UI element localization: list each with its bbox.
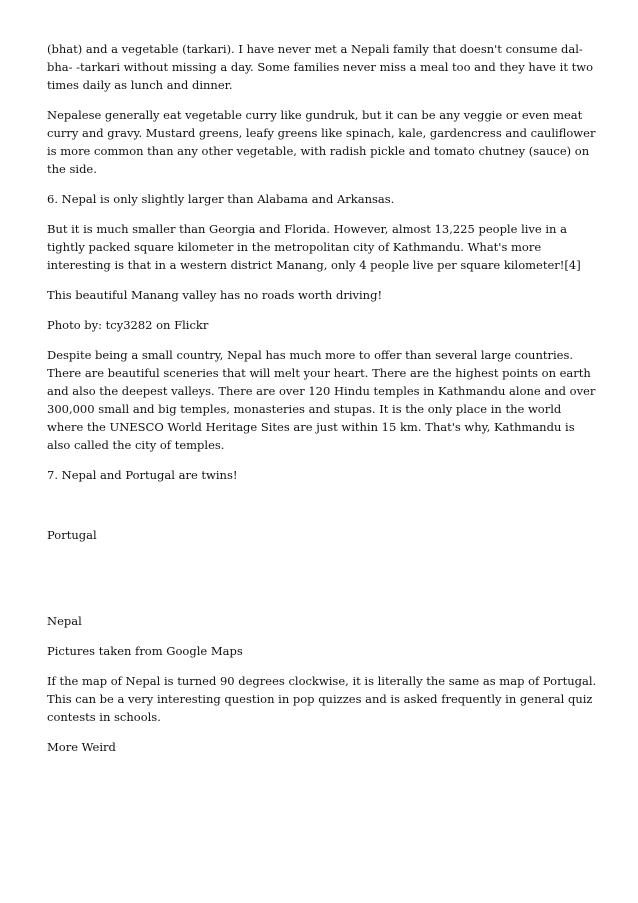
document-page bbox=[47, 40, 599, 768]
paragraph-dal-bhat: (bhat) and a vegetable (tarkari). I have never met a Nepali family that doesn't consume dal-bha- -tarkari without missing a day. Some families never miss a meal too and they have it two times daily as lunch and dinner. bbox=[47, 42, 593, 92]
paragraph-map-comparison: If the map of Nepal is turned 90 degrees clockwise, it is literally the same as map of Portugal. This can be a very interesting question in pop quizzes and is asked frequently in general quiz contests in schools. bbox=[47, 674, 597, 724]
caption-nepal: Nepal bbox=[47, 614, 82, 628]
image-placeholder-gap bbox=[47, 556, 599, 612]
paragraph-population-density: But it is much smaller than Georgia and Florida. However, almost 13,225 people live in a tightly packed square kilometer in the metropolitan city of Kathmandu. What's more interesting is that in a western district Manang, only 4 people live per square kilometer![4] bbox=[47, 222, 581, 272]
heading-fact-7: 7. Nepal and Portugal are twins! bbox=[47, 468, 238, 482]
photo-credit: Photo by: tcy3282 on Flickr bbox=[47, 318, 209, 332]
image-placeholder-gap bbox=[47, 496, 599, 526]
picture-source: Pictures taken from Google Maps bbox=[47, 644, 243, 658]
paragraph-vegetable-curry: Nepalese generally eat vegetable curry like gundruk, but it can be any veggie or even meat curry and gravy. Mustard greens, leafy greens like spinach, kale, gardencress and cauliflower is more common than any other vegetable, with radish pickle and tomato chutney (sauce) on the side. bbox=[47, 108, 596, 176]
caption-manang-valley: This beautiful Manang valley has no roads worth driving! bbox=[47, 288, 383, 302]
heading-fact-6: 6. Nepal is only slightly larger than Alabama and Arkansas. bbox=[47, 192, 395, 206]
paragraph-temples: Despite being a small country, Nepal has much more to offer than several large countries. There are beautiful sceneries that will melt your heart. There are the highest points on earth and also the deepest valleys. There are over 120 Hindu temples in Kathmandu alone and over 300,000 small and big temples, monasteries and stupas. It is the only place in the world where the UNESCO World Heritage Sites are just within 15 km. That's why, Kathmandu is also called the city of temples. bbox=[47, 348, 596, 452]
caption-portugal: Portugal bbox=[47, 528, 97, 542]
section-more-weird: More Weird bbox=[47, 740, 116, 754]
